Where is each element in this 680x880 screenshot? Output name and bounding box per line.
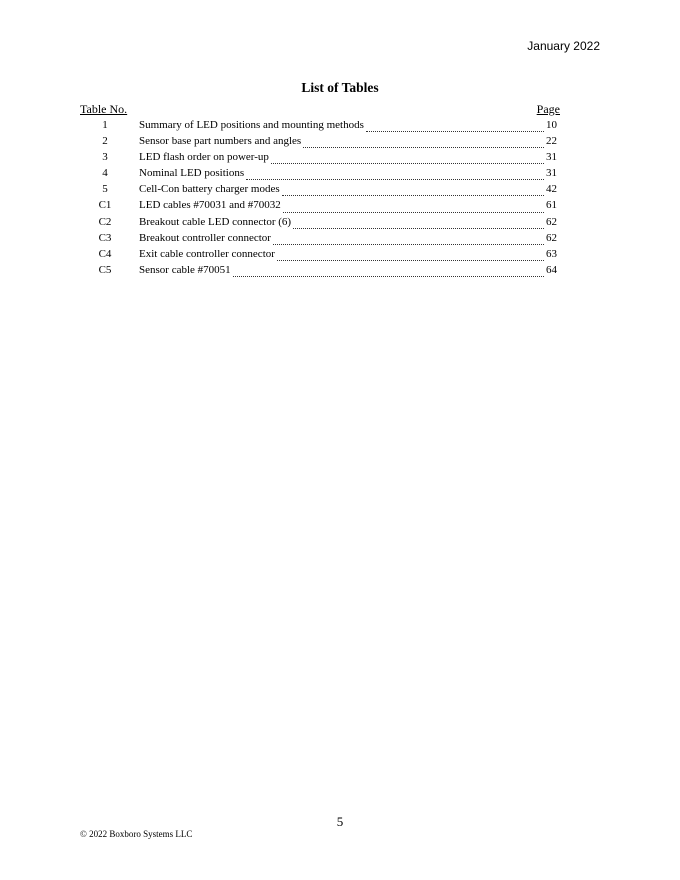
table-title: LED flash order on power-up	[139, 151, 269, 164]
table-title: Sensor cable #70051	[139, 263, 231, 276]
dot-leader	[246, 179, 544, 180]
table-page: 62	[546, 215, 557, 228]
table-entry[interactable]	[80, 264, 557, 280]
table-title: Exit cable controller connector	[139, 247, 275, 260]
dot-leader	[282, 195, 544, 196]
table-number: 1	[102, 119, 108, 131]
table-title: LED cables #70031 and #70032	[139, 199, 281, 212]
dot-leader	[366, 131, 544, 132]
copyright-notice: © 2022 Boxboro Systems LLC	[80, 829, 193, 839]
table-page: 31	[546, 167, 557, 180]
table-page: 22	[546, 135, 557, 148]
table-number: C4	[98, 247, 112, 260]
table-number: 2	[102, 135, 108, 148]
table-title: Nominal LED positions	[139, 167, 245, 180]
table-entry[interactable]	[80, 232, 557, 248]
dot-leader	[273, 244, 544, 245]
page-number: 5	[336, 814, 344, 829]
list-of-tables	[80, 119, 557, 280]
table-page: 61	[546, 199, 557, 212]
table-number: C1	[98, 199, 112, 212]
column-header-page: Page	[536, 102, 560, 116]
dot-leader	[303, 147, 544, 148]
table-number: 3	[102, 151, 108, 164]
dot-leader	[233, 276, 544, 277]
table-title: Cell-Con battery charger modes	[139, 183, 280, 196]
table-entry[interactable]	[80, 199, 557, 215]
table-number: 4	[102, 167, 108, 180]
dot-leader	[283, 212, 544, 213]
table-page: 63	[546, 247, 557, 260]
table-number: C5	[98, 263, 112, 276]
column-header-table-no: Table No.	[80, 102, 128, 116]
dot-leader	[277, 260, 544, 261]
table-page: 10	[546, 119, 557, 131]
table-title: Breakout controller connector	[139, 231, 271, 244]
table-entry[interactable]	[80, 119, 557, 135]
table-title: Breakout cable LED connector (6)	[139, 215, 292, 228]
table-entry[interactable]	[80, 248, 557, 264]
header-date: January 2022	[527, 39, 600, 53]
dot-leader	[293, 228, 544, 229]
table-title: Summary of LED positions and mounting methods	[139, 119, 364, 131]
page-title: List of Tables	[301, 80, 379, 95]
table-page: 62	[546, 231, 557, 244]
table-page: 42	[546, 183, 557, 196]
table-page: 64	[546, 263, 557, 276]
dot-leader	[271, 163, 544, 164]
table-entry[interactable]	[80, 167, 557, 183]
table-entry[interactable]	[80, 135, 557, 151]
table-page: 31	[546, 151, 557, 164]
table-entry[interactable]	[80, 151, 557, 167]
table-title: Sensor base part numbers and angles	[139, 135, 302, 148]
table-number: C3	[98, 231, 112, 244]
table-entry[interactable]	[80, 183, 557, 199]
table-number: C2	[98, 215, 112, 228]
table-number: 5	[102, 183, 108, 196]
table-entry[interactable]	[80, 216, 557, 232]
